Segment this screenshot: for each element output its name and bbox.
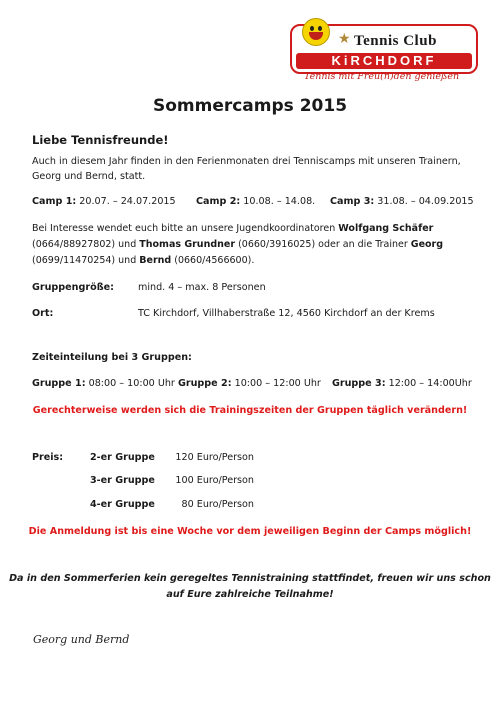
group-label: Gruppe 3: bbox=[332, 378, 386, 389]
camp-label: Camp 1: bbox=[32, 196, 77, 207]
contact-line-1 bbox=[32, 221, 433, 236]
group-size-value: mind. 4 – max. 8 Personen bbox=[138, 282, 266, 293]
contact-text: (0664/88927802) und bbox=[32, 239, 137, 250]
group-time: 08:00 – 10:00 Uhr bbox=[88, 378, 175, 389]
camp-1 bbox=[32, 194, 176, 209]
contact-line-2 bbox=[32, 237, 443, 252]
registration-notice: Die Anmeldung ist bis eine Woche vor dem jeweiligen Beginn der Camps möglich! bbox=[28, 526, 472, 537]
page-title: Sommercamps 2015 bbox=[152, 96, 348, 116]
camp-2 bbox=[196, 194, 315, 209]
logo-subtitle: KiRCHDORF bbox=[331, 53, 437, 68]
contact-name: Thomas Grundner bbox=[139, 239, 236, 250]
price-group: 4-er Gruppe bbox=[90, 499, 155, 510]
intro-line-1: Auch in diesem Jahr finden in den Ferienmonaten drei Tenniscamps mit unseren Trainern, bbox=[32, 156, 461, 167]
group-time: 12:00 – 14:00Uhr bbox=[388, 378, 472, 389]
location-value: TC Kirchdorf, Villhaberstraße 12, 4560 Kirchdorf an der Krems bbox=[138, 308, 435, 319]
group-size-label: Gruppengröße: bbox=[32, 282, 114, 293]
contact-text: (0699/11470254) und bbox=[32, 255, 137, 266]
closing-line-1: Da in den Sommerferien kein geregeltes Tennistraining stattfindet, freuen wir uns schon bbox=[9, 573, 491, 584]
signature: Georg und Bernd bbox=[33, 633, 130, 646]
price-value: 100 Euro/Person bbox=[175, 475, 254, 486]
contact-text: (0660/4566600). bbox=[174, 255, 255, 266]
price-value: 120 Euro/Person bbox=[175, 452, 254, 463]
camp-dates: 10.08. – 14.08. bbox=[243, 196, 316, 207]
contact-text: (0660/3916025) oder an die Trainer bbox=[238, 239, 408, 250]
contact-name: Georg bbox=[410, 239, 444, 250]
schedule-group-3 bbox=[332, 376, 472, 391]
group-time: 10:00 – 12:00 Uhr bbox=[234, 378, 321, 389]
price-label: Preis: bbox=[32, 452, 64, 463]
price-group: 2-er Gruppe bbox=[90, 452, 155, 463]
location-label: Ort: bbox=[32, 308, 54, 319]
schedule-notice: Gerechterweise werden sich die Trainingszeiten der Gruppen täglich verändern! bbox=[32, 405, 468, 416]
greeting: Liebe Tennisfreunde! bbox=[32, 133, 169, 147]
club-logo bbox=[290, 18, 476, 86]
intro-line-2: Georg und Bernd, statt. bbox=[32, 171, 146, 182]
star-icon: ★ bbox=[338, 31, 351, 47]
contact-line-3 bbox=[32, 253, 254, 268]
price-group: 3-er Gruppe bbox=[90, 475, 155, 486]
group-label: Gruppe 1: bbox=[32, 378, 86, 389]
schedule-heading: Zeiteinteilung bei 3 Gruppen: bbox=[32, 352, 192, 363]
contact-text: Bei Interesse wendet euch bitte an unsere Jugendkoordinatoren bbox=[32, 223, 336, 234]
price-value: 80 Euro/Person bbox=[181, 499, 254, 510]
camp-label: Camp 3: bbox=[330, 196, 375, 207]
logo-tagline: Tennis mit Freu(n)den genießen bbox=[304, 71, 460, 82]
closing-line-2: auf Eure zahlreiche Teilnahme! bbox=[166, 589, 334, 600]
schedule-group-1 bbox=[32, 376, 175, 391]
contact-name: Wolfgang Schäfer bbox=[338, 223, 434, 234]
group-label: Gruppe 2: bbox=[178, 378, 232, 389]
camp-label: Camp 2: bbox=[196, 196, 241, 207]
contact-name: Bernd bbox=[139, 255, 172, 266]
camp-dates: 31.08. – 04.09.2015 bbox=[377, 196, 474, 207]
logo-band bbox=[296, 53, 472, 69]
camp-dates: 20.07. – 24.07.2015 bbox=[79, 196, 176, 207]
smiley-icon bbox=[302, 18, 330, 46]
camp-3 bbox=[330, 194, 474, 209]
schedule-group-2 bbox=[178, 376, 321, 391]
logo-title: Tennis Club bbox=[354, 33, 437, 49]
